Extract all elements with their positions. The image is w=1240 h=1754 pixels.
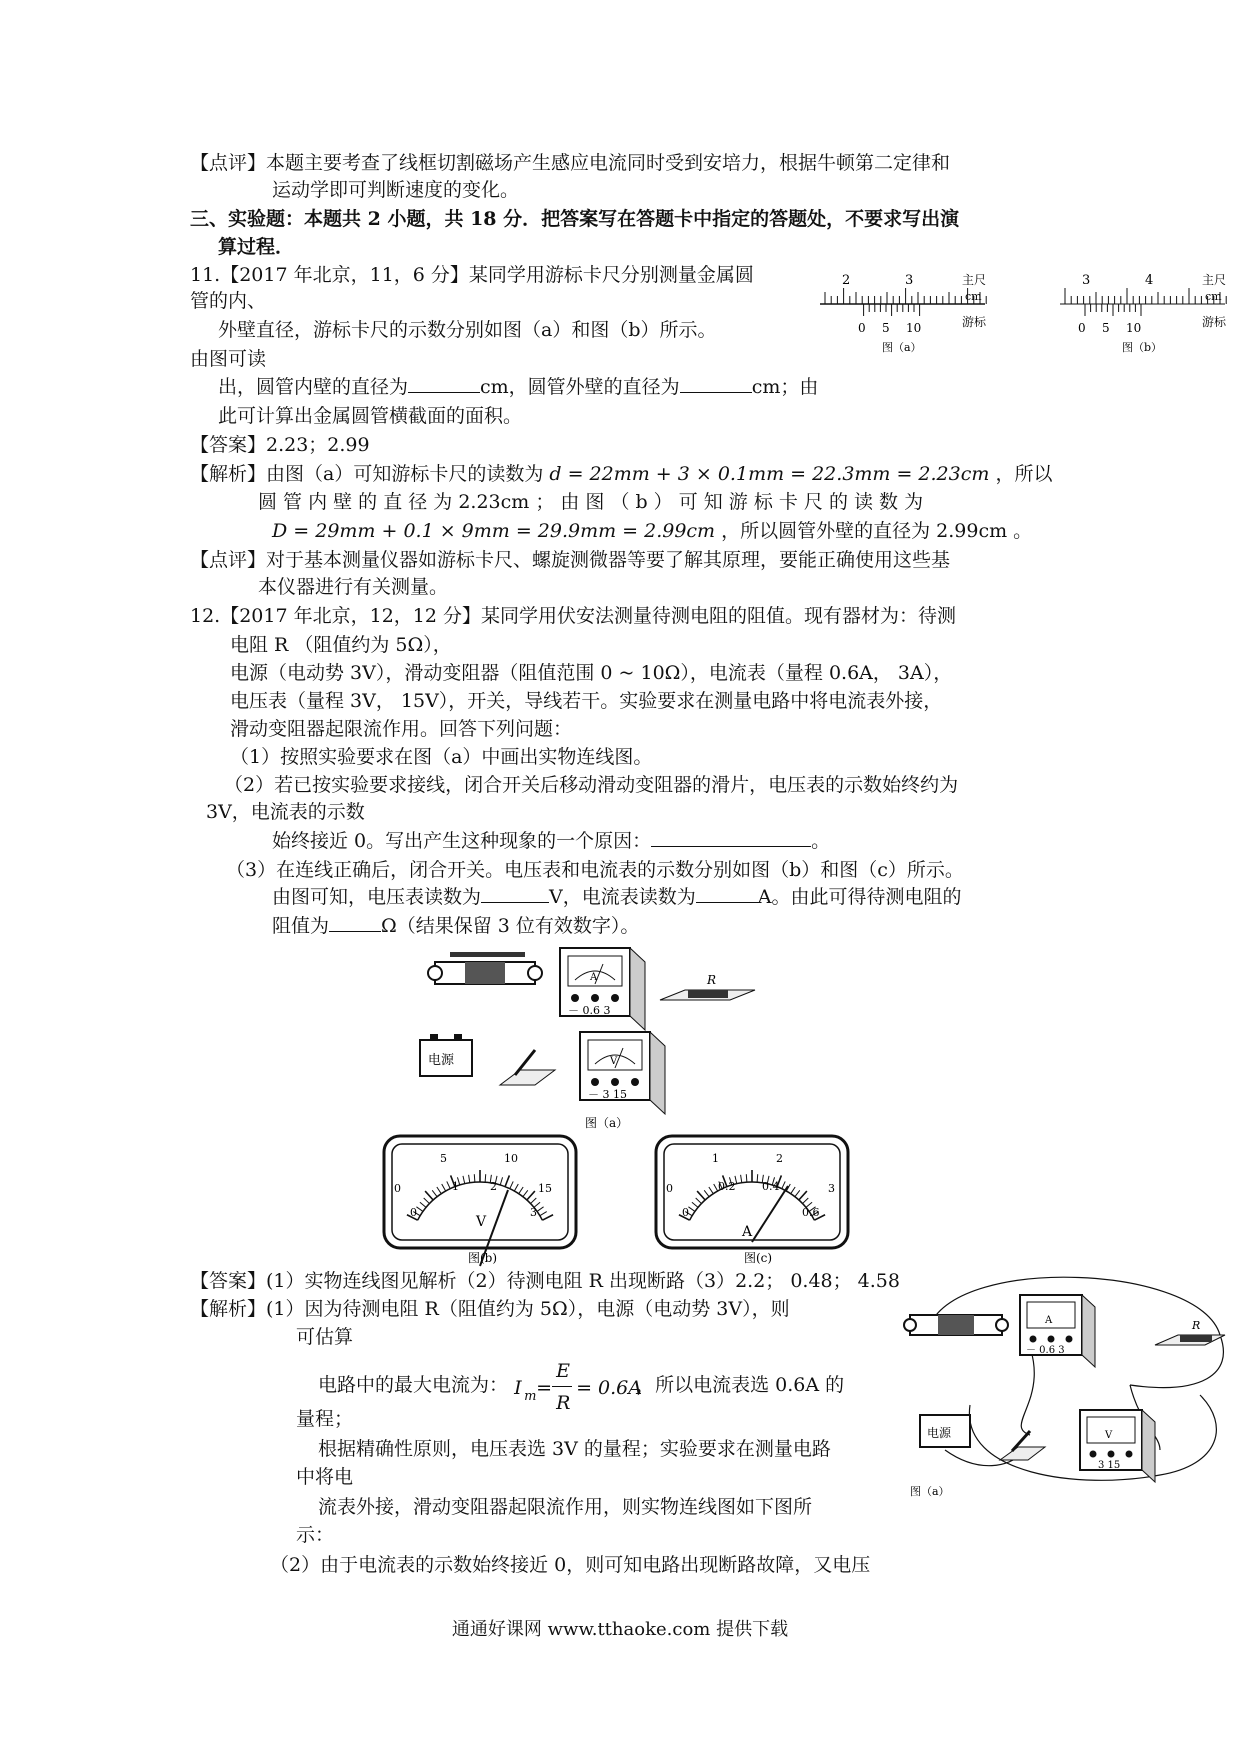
- q11-line-4: 由图可读: [190, 348, 267, 370]
- caliper-figure-b: [1060, 273, 1240, 356]
- resistor: [660, 973, 755, 1000]
- q12-line-5: 滑动变阻器起限流作用。回答下列问题：: [230, 718, 573, 740]
- wired-voltmeter-symbol: V: [1105, 1430, 1113, 1441]
- q11-analysis-1: 【解析】由图（a）可知游标卡尺的读数为 d = 22mm + 3 × 0.1mm = 22.3mm = 2.23cm ，所以: [190, 463, 1053, 485]
- ammeter: [560, 948, 645, 1030]
- volt-symbol: V: [476, 1214, 487, 1230]
- wired-battery-label: 电源: [927, 1426, 952, 1440]
- q12-analysis-6: 中将电: [296, 1466, 354, 1488]
- caliper-a-vern-10: 10: [906, 321, 922, 335]
- resistance-blank[interactable]: [329, 913, 381, 932]
- max-current-formula: I m = E R = 0.6A: [514, 1360, 642, 1414]
- caliper-a-caption: 图（a）: [882, 341, 922, 354]
- q12-analysis-2: 可估算: [296, 1326, 354, 1348]
- wired-ammeter-scale: － 0.6 3: [1026, 1345, 1065, 1356]
- ammeter-symbol: A: [590, 972, 598, 983]
- q12-line-8: 3V，电流表的示数: [206, 801, 365, 823]
- amm-top-0: 0: [666, 1182, 673, 1195]
- q11-review-2: 本仪器进行有关测量。: [258, 576, 449, 598]
- inner-diameter-blank[interactable]: [408, 374, 480, 393]
- q12-line-2: 电阻 R （阻值约为 5Ω），: [230, 634, 452, 656]
- volt-top-15: 15: [538, 1182, 552, 1195]
- caliper-figure-a: [820, 273, 1000, 356]
- volt-bot-1: 1: [452, 1180, 459, 1193]
- caliper-b-vern-5: 5: [1102, 321, 1110, 335]
- scale-tick: [746, 1174, 747, 1182]
- section-3-heading: 三、实验题：本题共 2 小题，共 18 分．把答案写在答题卡中指定的答题处，不要求写出演: [190, 208, 960, 230]
- q12-line-4: 电压表（量程 3V， 15V），开关，导线若干。实验要求在测量电路中将电流表外接，: [230, 690, 943, 712]
- q12-line-12: 阻值为 Ω（结果保留 3 位有效数字）。: [272, 915, 640, 937]
- amm-symbol: A: [742, 1224, 753, 1240]
- q11-analysis-3: D = 29mm + 0.1 × 9mm = 29.9mm = 2.99cm ，所以圆管外壁的直径为 2.99cm 。: [272, 520, 1033, 542]
- figure-a-caption: 图（a）: [585, 1116, 629, 1130]
- caliper-b-main-4: 4: [1145, 273, 1154, 288]
- amm-top-1: 1: [712, 1152, 719, 1165]
- voltmeter-scale: － 3 15: [588, 1088, 627, 1101]
- q11-line-1: 11.【2017 年北京，11，6 分】某同学用游标卡尺分别测量金属圆: [190, 264, 754, 286]
- wired-ammeter-symbol: A: [1045, 1315, 1053, 1326]
- q12-line-11: 由图可知，电压表读数为 V，电流表读数为 A。由此可得待测电阻的: [272, 886, 962, 908]
- amm-top-2: 2: [776, 1152, 783, 1165]
- caliper-a-unit-vern: 游标: [962, 315, 987, 329]
- footer: 通通好课网 www.tthaoke.com 提供下载: [451, 1619, 789, 1640]
- review-line-2: 运动学即可判断速度的变化。: [272, 179, 520, 201]
- caliper-a-main-2: 2: [842, 273, 851, 288]
- q12-line-9: 始终接近 0。写出产生这种现象的一个原因： 。: [272, 830, 831, 852]
- caliper-a-main-3: 3: [905, 273, 914, 288]
- caliper-b-unit-cm: cm: [1205, 290, 1222, 303]
- section-3-heading-cont: 算过程．: [218, 236, 295, 258]
- caliper-b-unit-main: 主尺: [1202, 273, 1227, 287]
- q11-analysis-2: 圆 管 内 壁 的 直 径 为 2.23cm ； 由 图 （ b ） 可 知 游 标 卡 尺 的 读 数 为: [258, 491, 924, 513]
- resistor-label: R: [707, 973, 717, 987]
- wired-voltmeter-scale: 3 15: [1098, 1460, 1121, 1471]
- q12-line-3: 电源（电动势 3V），滑动变阻器（阻值范围 0 ~ 10Ω），电流表（量程 0.6A， 3A），: [230, 662, 953, 684]
- volt-bot-2: 2: [490, 1180, 497, 1193]
- outer-diameter-blank[interactable]: [680, 374, 752, 393]
- voltmeter-dial-b: [380, 1132, 580, 1264]
- volt-top-5: 5: [440, 1152, 447, 1165]
- voltmeter-symbol: V: [610, 1056, 618, 1067]
- caliper-b-caption: 图（b）: [1122, 341, 1163, 354]
- q12-line-6: （1）按照实验要求在图（a）中画出实物连线图。: [230, 746, 653, 768]
- q12-analysis-4: 量程；: [296, 1408, 354, 1430]
- caliper-a-unit-main: 主尺: [962, 273, 987, 287]
- q12-analysis-8: 示：: [296, 1524, 335, 1546]
- amm-bot-0: 0: [682, 1206, 689, 1219]
- amm-bot-02: 0.2: [718, 1180, 736, 1193]
- wired-resistor-label: R: [1192, 1319, 1201, 1332]
- q11-line-5: 出，圆管内壁的直径为 cm，圆管外壁的直径为 cm；由: [218, 376, 819, 398]
- q12-analysis-1: 【解析】(1）因为待测电阻 R（阻值约为 5Ω），电源（电动势 3V），则: [190, 1298, 790, 1320]
- caliper-a-vern-0: 0: [858, 321, 866, 335]
- scale-tick: [757, 1174, 758, 1182]
- volt-top-10: 10: [504, 1152, 518, 1165]
- battery: [420, 1034, 472, 1076]
- wired-rheostat: [904, 1315, 1008, 1335]
- amm-bot-06: 0.6: [802, 1206, 820, 1219]
- switch: [500, 1050, 555, 1085]
- caliper-a-unit-cm: cm: [965, 290, 982, 303]
- caliper-b-vern-0: 0: [1078, 321, 1086, 335]
- wired-switch: [1000, 1431, 1045, 1460]
- voltage-blank[interactable]: [481, 884, 549, 903]
- q11-line-3: 外壁直径，游标卡尺的示数分别如图（a）和图（b）所示。: [218, 319, 717, 341]
- q12-analysis-5: 根据精确性原则，电压表选 3V 的量程；实验要求在测量电路: [318, 1438, 831, 1460]
- caliper-b-vern-10: 10: [1126, 321, 1142, 335]
- q12-line-10: （3）在连线正确后，闭合开关。电压表和电流表的示数分别如图（b）和图（c）所示。: [226, 859, 964, 881]
- review-line-1: 【点评】本题主要考查了线框切割磁场产生感应电流同时受到安培力，根据牛顿第二定律和: [190, 152, 951, 174]
- q12-line-1: 12.【2017 年北京，12，12 分】某同学用伏安法测量待测电阻的阻值。现有器材为：待测: [190, 605, 957, 627]
- q12-analysis-9: （2）由于电流表的示数始终接近 0，则可知电路出现断路故障，又电压: [270, 1554, 871, 1576]
- ammeter-scale: － 0.6 3: [568, 1004, 611, 1017]
- q11-line-6: 此可计算出金属圆管横截面的面积。: [218, 405, 523, 427]
- volt-top-0: 0: [394, 1182, 401, 1195]
- voltmeter: [580, 1032, 665, 1114]
- volt-bot-0: 0: [410, 1206, 417, 1219]
- amm-bot-04: 0.4: [762, 1180, 780, 1193]
- apparatus-figure-a: [420, 940, 820, 1130]
- wired-battery: [920, 1415, 970, 1447]
- battery-label: 电源: [428, 1053, 455, 1068]
- amm-caption: 图(c): [744, 1251, 773, 1265]
- q12-line-7: （2）若已按实验要求接线，闭合开关后移动滑动变阻器的滑片，电压表的示数始终约为: [224, 774, 959, 796]
- cause-blank[interactable]: [651, 828, 811, 847]
- wired-apparatus-figure: [900, 1275, 1230, 1510]
- volt-caption: 图(b): [468, 1251, 498, 1265]
- q11-review-1: 【点评】对于基本测量仪器如游标卡尺、螺旋测微器等要了解其原理，要能正确使用这些基: [190, 549, 951, 571]
- q12-analysis-3: 电路中的最大电流为： I m = E R = 0.6A ，所以电流表选 0.6A 的: [318, 1360, 845, 1414]
- q12-answer: 【答案】(1）实物连线图见解析（2）待测电阻 R 出现断路（3）2.2； 0.48； 4.58: [190, 1270, 900, 1292]
- q11-line-2: 管的内、: [190, 290, 267, 312]
- wired-ammeter: [1020, 1295, 1095, 1367]
- rheostat: [428, 952, 542, 984]
- amm-top-3: 3: [828, 1182, 835, 1195]
- ammeter-dial-c: [652, 1132, 852, 1264]
- wired-voltmeter: [1080, 1410, 1155, 1482]
- current-blank[interactable]: [696, 884, 758, 903]
- q12-analysis-7: 流表外接，滑动变阻器起限流作用，则实物连线图如下图所: [318, 1496, 813, 1518]
- scale-tick: [485, 1174, 486, 1182]
- q11-answer: 【答案】2.23；2.99: [190, 434, 370, 456]
- caliper-a-vern-5: 5: [882, 321, 890, 335]
- wired-figure-caption: 图（a）: [910, 1485, 950, 1498]
- scale-tick: [474, 1174, 475, 1182]
- caliper-b-unit-vern: 游标: [1202, 315, 1227, 329]
- caliper-b-main-3: 3: [1082, 273, 1091, 288]
- volt-bot-3: 3: [530, 1206, 537, 1219]
